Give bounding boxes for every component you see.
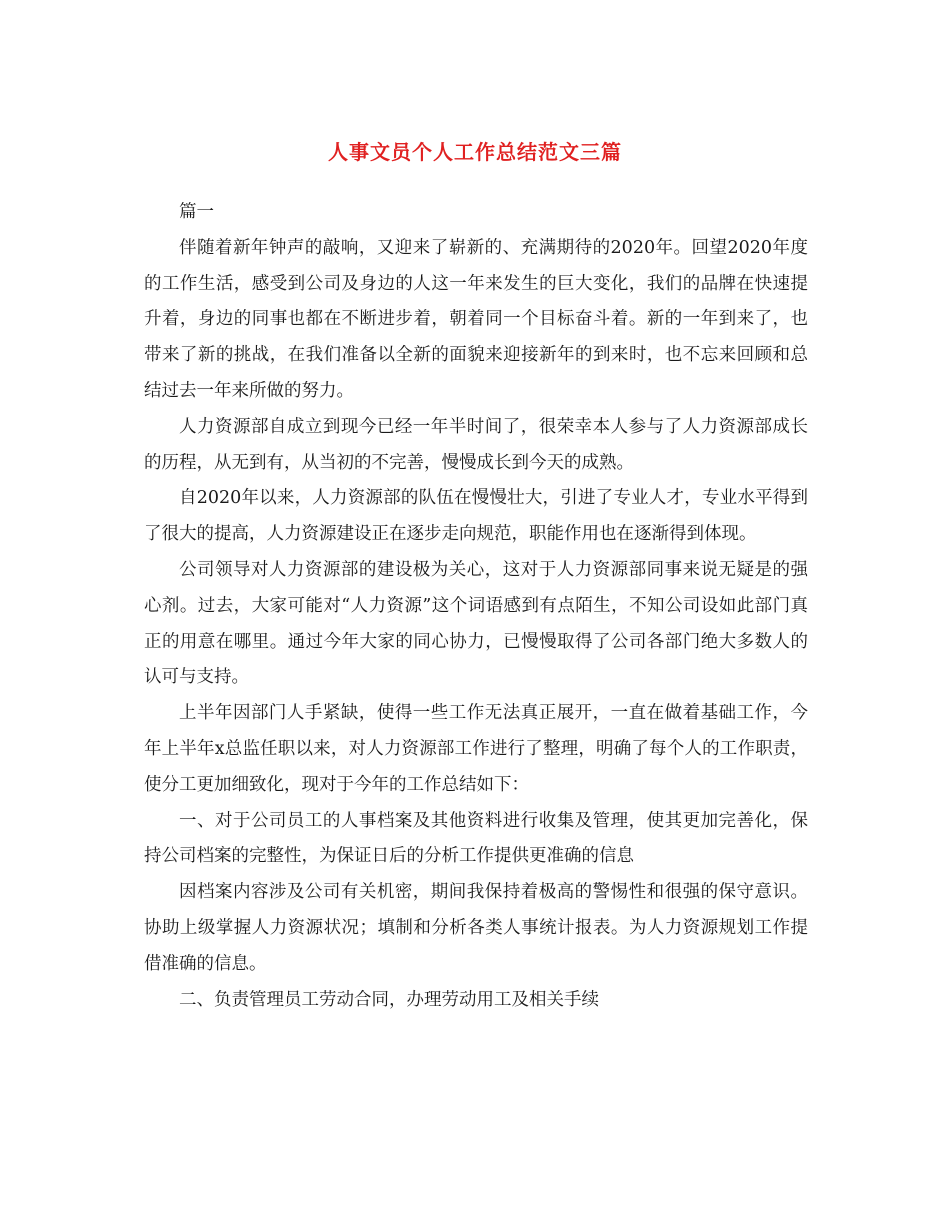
paragraph: 人力资源部自成立到现今已经一年半时间了，很荣幸本人参与了人力资源部成长的历程，从无到有，从当初的不完善，慢慢成长到今天的成熟。 bbox=[144, 416, 808, 473]
list-item-heading: 二、负责管理员工劳动合同，办理劳动用工及相关手续 bbox=[179, 989, 599, 1010]
paragraph: 自2020年以来，人力资源部的队伍在慢慢壮大，引进了专业人才，专业水平得到了很大的提高，人力资源建设正在逐步走向规范，职能作用也在逐渐得到体现。 bbox=[144, 488, 808, 545]
paragraph: 上半年因部门人手紧缺，使得一些工作无法真正展开，一直在做着基础工作，今年上半年x总监任职以来，对人力资源部工作进行了整理，明确了每个人的工作职责，使分工更加细致化，现对于今年的工作总结如下： bbox=[144, 703, 808, 795]
document-title: 人事文员个人工作总结范文三篇 bbox=[328, 140, 622, 164]
section-heading: 篇一 bbox=[179, 202, 214, 222]
paragraph: 伴随着新年钟声的敲响，又迎来了崭新的、充满期待的2020年。回望2020年度的工作生活，感受到公司及身边的人这一年来发生的巨大变化，我们的品牌在快速提升着，身边的同事也都在不断进步着，朝着同一个目标奋斗着。新的一年到来了，也带来了新的挑战，在我们准备以全新的面貌来迎接新年的到来时，也不忘来回顾和总结过去一年来所做的努力。 bbox=[144, 237, 808, 401]
document-body bbox=[144, 195, 808, 1018]
list-item-heading: 一、对于公司员工的人事档案及其他资料进行收集及管理，使其更加完善化，保持公司档案的完整性，为保证日后的分析工作提供更准确的信息 bbox=[144, 810, 808, 867]
paragraph: 因档案内容涉及公司有关机密，期间我保持着极高的警惕性和很强的保守意识。协助上级掌握人力资源状况；填制和分析各类人事统计报表。为人力资源规划工作提借准确的信息。 bbox=[144, 882, 808, 974]
paragraph: 公司领导对人力资源部的建设极为关心，这对于人力资源部同事来说无疑是的强心剂。过去，大家可能对“人力资源”这个词语感到有点陌生，不知公司设如此部门真正的用意在哪里。通过今年大家的同心协力，已慢慢取得了公司各部门绝大多数人的认可与支持。 bbox=[144, 559, 808, 688]
